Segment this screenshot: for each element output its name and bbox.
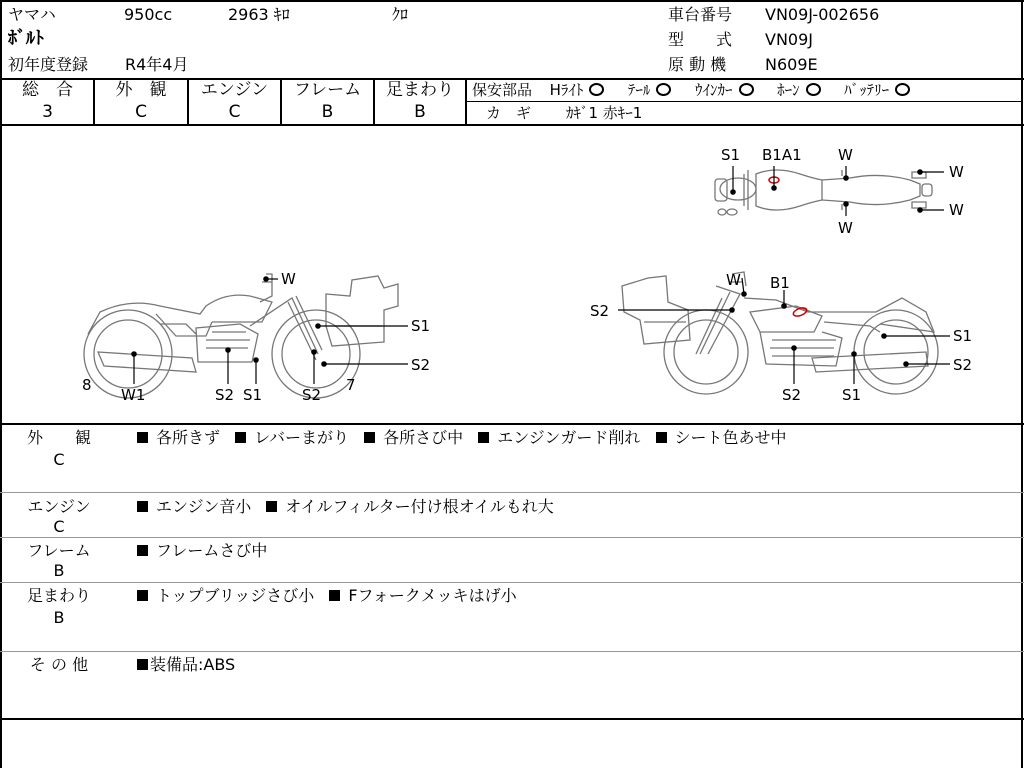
- overall-label: 総 合: [22, 80, 73, 100]
- model-name: ﾎﾞﾙﾄ: [8, 28, 44, 49]
- remark-frame-grade: B: [53, 561, 65, 580]
- remark-item: 装備品:ABS: [150, 655, 236, 674]
- maker: ヤマハ: [8, 5, 56, 24]
- exterior-value: C: [135, 102, 147, 122]
- right-label-w: W: [726, 271, 741, 289]
- remark-item: トップブリッジさび小: [156, 586, 315, 605]
- bullet-icon: [329, 590, 340, 601]
- remarks-sep-4: [0, 651, 1024, 652]
- safety-item-horn: ﾎｰﾝ: [777, 81, 800, 99]
- remark-engine-grade: C: [53, 517, 65, 536]
- remarks-sep-2: [0, 537, 1024, 538]
- right-label-s2c: S2: [782, 386, 802, 404]
- bullet-icon: [137, 590, 148, 601]
- remark-exterior-grade: C: [53, 450, 65, 469]
- safety-item-winker: ｳｲﾝｶｰ: [695, 81, 733, 99]
- frame-no-value: VN09J-002656: [765, 5, 880, 24]
- bullet-icon: [656, 432, 667, 443]
- remark-item: フレームさび中: [156, 541, 268, 560]
- right-label-s1: S1: [953, 327, 973, 345]
- top-label-w1: W: [838, 146, 853, 164]
- grade-sep-5: [465, 78, 467, 125]
- right-label-s2b: S2: [953, 356, 973, 374]
- left-label-w: W: [281, 270, 296, 288]
- remark-item: 各所きず: [156, 428, 221, 447]
- bullet-icon: [364, 432, 375, 443]
- left-label-s1b: S1: [243, 386, 263, 404]
- exterior-label: 外 観: [115, 80, 167, 100]
- remark-other-items: [137, 654, 235, 676]
- frame-no-label: 車台番号: [668, 5, 733, 24]
- remark-item: 各所さび中: [383, 428, 464, 447]
- ok-circle-icon: [806, 83, 821, 96]
- model-code-label: 型 式: [668, 30, 733, 49]
- remark-frame-label: フレーム: [27, 541, 91, 560]
- right-label-b1: B1: [770, 274, 790, 292]
- remarks-sep-1: [0, 492, 1024, 493]
- remark-other-label: そ の 他: [29, 655, 89, 674]
- remark-item: エンジン音小: [156, 497, 252, 516]
- remark-suspension-items: [137, 585, 517, 607]
- remark-item: エンジンガード削れ: [497, 428, 641, 447]
- top-label-w3: W: [949, 163, 964, 181]
- first-registration-value: R4年4月: [125, 55, 189, 74]
- frame-grade-label: フレーム: [293, 80, 362, 100]
- damage-diagram: [0, 126, 1024, 424]
- bullet-icon: [137, 545, 148, 556]
- top-label-b1a1: B1A1: [762, 146, 802, 164]
- remark-suspension-grade: B: [53, 608, 65, 627]
- left-label-w1: W1: [121, 386, 146, 404]
- remark-item: オイルフィルター付け根オイルもれ大: [285, 497, 554, 516]
- safety-item-headlight: Hﾗｲﾄ: [549, 81, 584, 99]
- remark-item: シート色あせ中: [674, 428, 787, 447]
- safety-item-battery: ﾊﾞｯﾃﾘｰ: [844, 81, 890, 99]
- engine-label: 原 動 機: [668, 55, 727, 74]
- remark-frame-items: [137, 540, 267, 562]
- overall-value: 3: [42, 102, 53, 122]
- bike-top-view: [715, 170, 932, 215]
- safety-mid-line: [466, 101, 1022, 102]
- safety-parts-row: [472, 81, 910, 100]
- engine-grade-value: C: [228, 102, 241, 122]
- safety-label: 保安部品: [472, 81, 533, 99]
- top-label-w2: W: [838, 219, 853, 237]
- remark-exterior-items: [137, 427, 787, 449]
- remark-item: レバーまがり: [254, 428, 349, 447]
- right-label-s2: S2: [590, 302, 610, 320]
- engine-value: N609E: [765, 55, 818, 74]
- remarks-sep-3: [0, 582, 1024, 583]
- right-label-s1b: S1: [842, 386, 862, 404]
- remark-suspension-label: 足まわり: [26, 586, 91, 605]
- top-label-s1: S1: [721, 146, 741, 164]
- model-code-value: VN09J: [765, 30, 813, 49]
- frame-top: [0, 0, 1024, 2]
- remark-exterior-label: 外 観: [26, 428, 91, 447]
- first-registration-label: 初年度登録: [8, 55, 89, 74]
- bullet-icon: [137, 659, 148, 670]
- key-label: カ ギ: [486, 104, 532, 122]
- bullet-icon: [137, 501, 148, 512]
- remark-item: Fフォークメッキはげ小: [348, 586, 517, 605]
- engine-grade-label: エンジン: [200, 80, 269, 100]
- bullet-icon: [235, 432, 246, 443]
- ok-circle-icon: [656, 83, 671, 96]
- left-label-s1: S1: [411, 317, 431, 335]
- suspension-grade-label: 足まわり: [386, 80, 454, 100]
- left-label-s2: S2: [411, 356, 431, 374]
- left-label-s2c: S2: [302, 386, 322, 404]
- remark-engine-label: エンジン: [27, 497, 91, 516]
- suspension-grade-value: B: [414, 102, 426, 122]
- remark-engine-items: [137, 496, 554, 518]
- left-label-7: 7: [346, 376, 356, 394]
- safety-item-tail: ﾃｰﾙ: [627, 81, 651, 99]
- ok-circle-icon: [895, 83, 910, 96]
- ok-circle-icon: [589, 83, 604, 96]
- bullet-icon: [266, 501, 277, 512]
- remarks-top-line: [0, 423, 1024, 425]
- damage-mark-right: [792, 306, 808, 317]
- bullet-icon: [137, 432, 148, 443]
- ok-circle-icon: [739, 83, 754, 96]
- bullet-icon: [478, 432, 489, 443]
- top-label-w4: W: [949, 201, 964, 219]
- color: ｸﾛ: [392, 5, 409, 24]
- remarks-bottom-line: [0, 718, 1024, 720]
- frame-grade-value: B: [321, 102, 334, 122]
- left-label-8: 8: [82, 376, 92, 394]
- displacement: 950cc: [124, 5, 173, 24]
- key-value: ｶｷﾞ1 赤ｷｰ1: [566, 104, 643, 122]
- left-label-s2b: S2: [215, 386, 235, 404]
- mileage: 2963 ｷﾛ: [228, 5, 290, 24]
